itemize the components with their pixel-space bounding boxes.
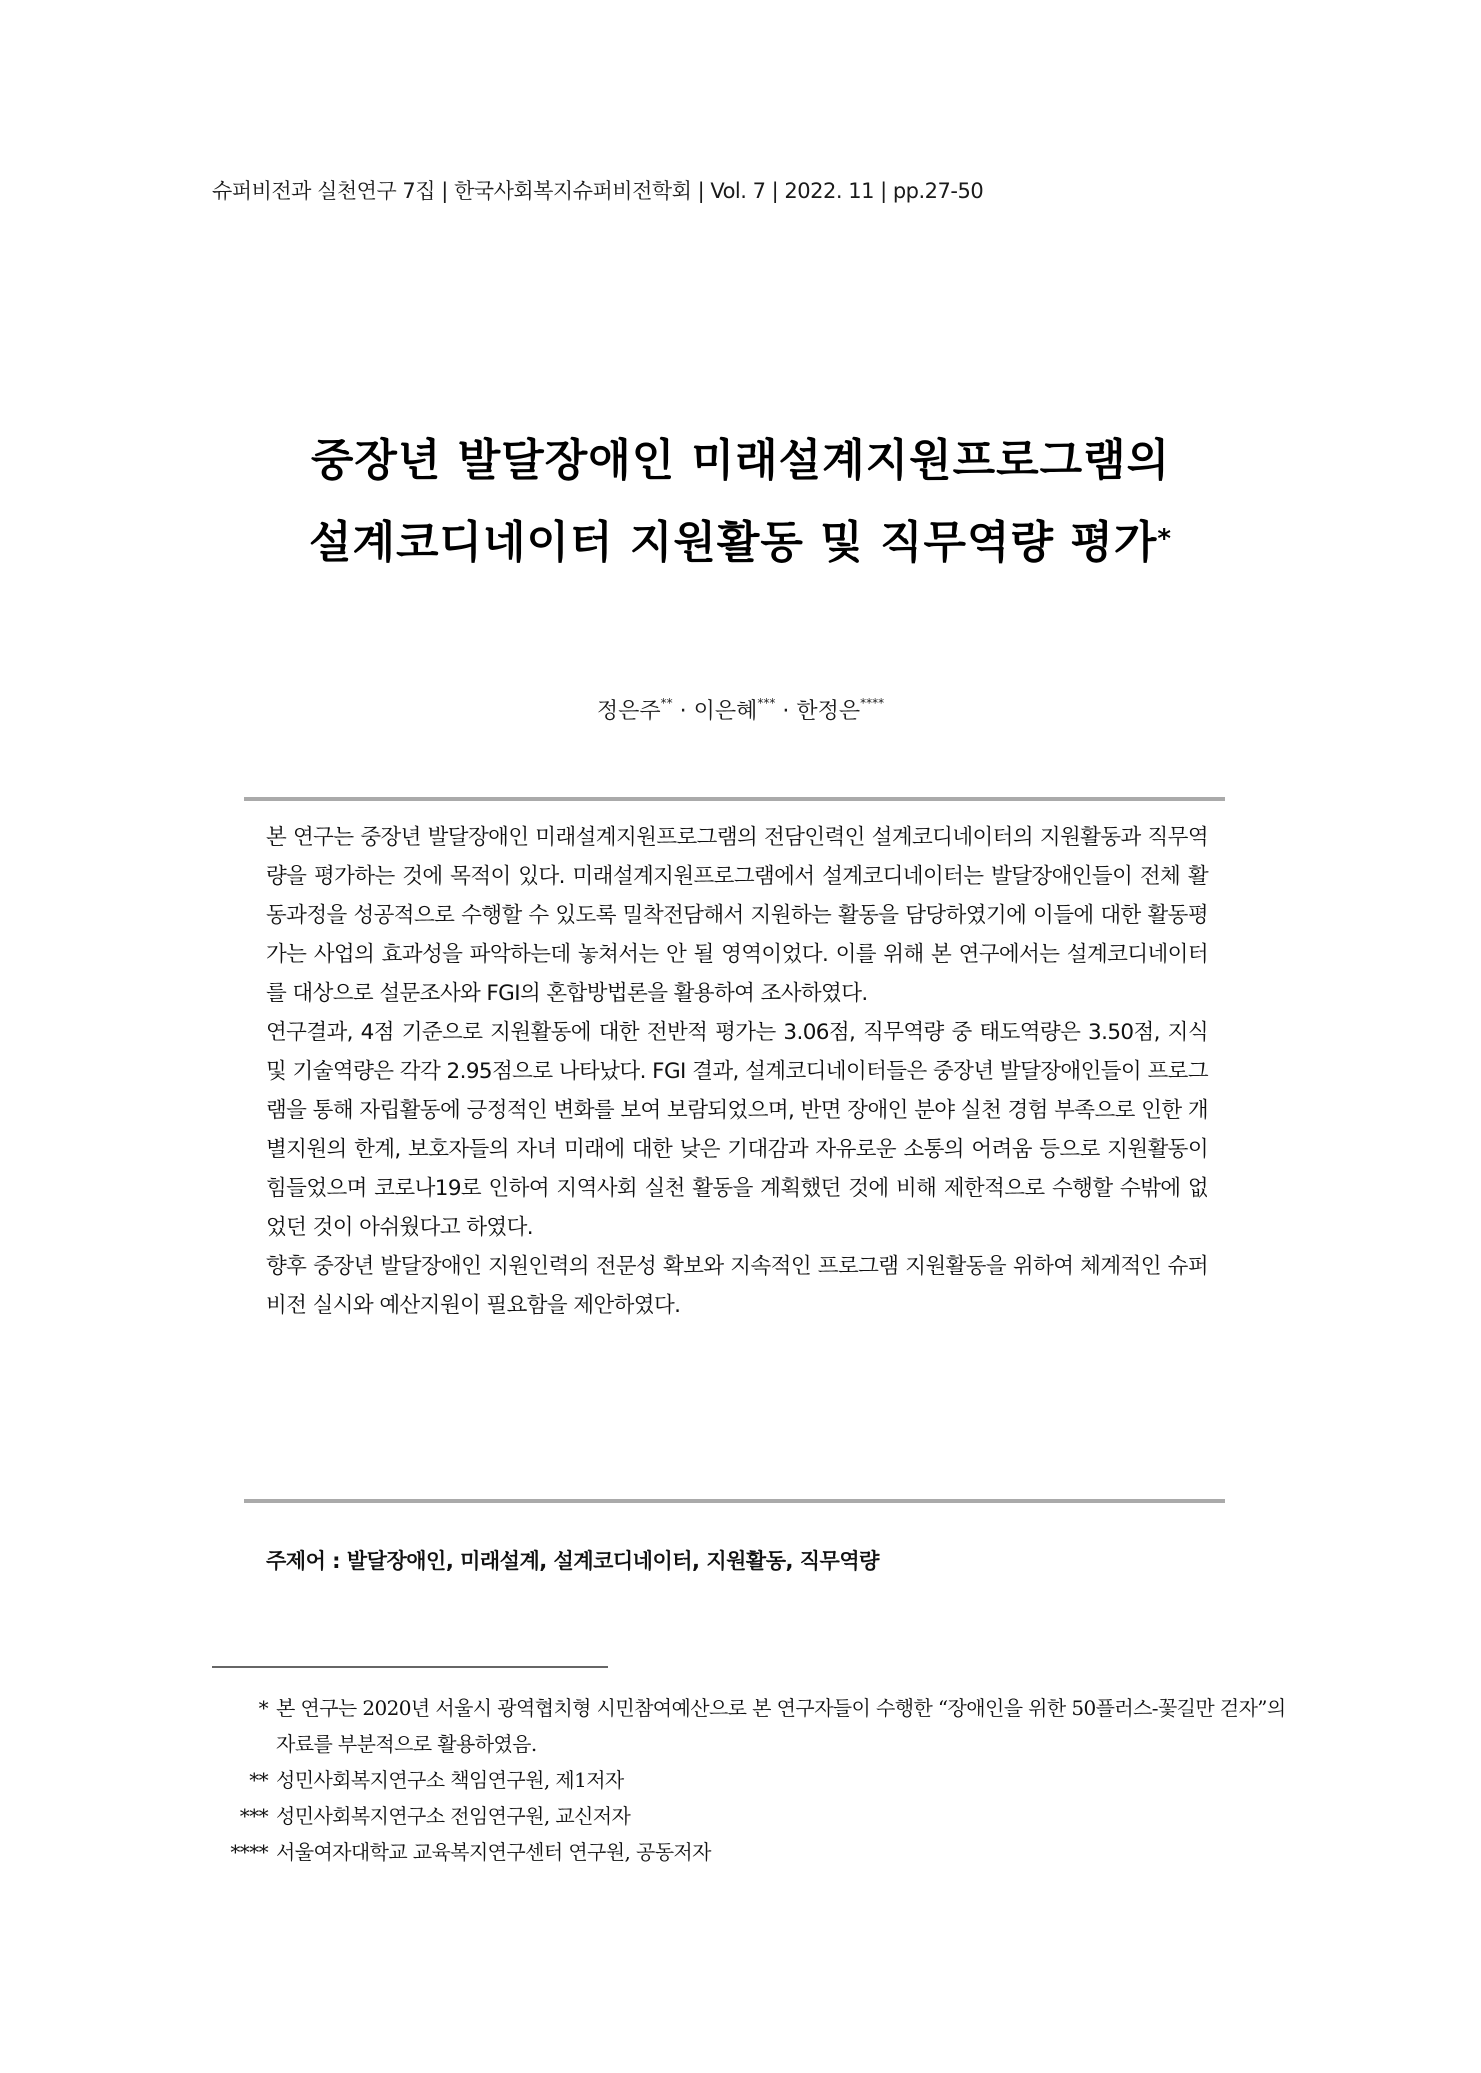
author-separator: · <box>775 699 797 724</box>
footnote-item <box>212 1834 1292 1870</box>
keywords <box>266 1545 879 1575</box>
abstract-paragraph: 연구결과, 4점 기준으로 지원활동에 대한 전반적 평가는 3.06점, 직무역량 중 태도역량은 3.50점, 지식 및 기술역량은 각각 2.95점으로 나타났다. FGI 결과, 설계코디네이터들은 중장년 발달장애인들이 프로그램을 통해 자립활동에 긍정적인 변화를 보여 보람되었으며, 반면 장애인 분야 실천 경험 부족으로 인한 개별지원의 한계, 보호자들의 자녀 미래에 대한 낮은 기대감과 자유로운 소통의 어려움 등으로 지원활동이 힘들었으며 코로나19로 인하여 지역사회 실천 활동을 계획했던 것에 비해 제한적으로 수행할 수밖에 없었던 것이 아쉬웠다고 하였다. <box>266 1020 1208 1240</box>
abstract-bottom-rule <box>244 1499 1225 1503</box>
paper-title <box>0 420 1481 584</box>
author-footnote-marker: *** <box>757 696 776 710</box>
author-name: 정은주 <box>596 699 661 724</box>
footnote-text: 서울여자대학교 교육복지연구센터 연구원, 공동저자 <box>276 1840 711 1864</box>
footnote-item <box>212 1690 1292 1762</box>
abstract-top-rule <box>244 797 1225 801</box>
keywords-label: 주제어 : <box>266 1549 347 1573</box>
title-line-2 <box>0 502 1481 584</box>
author-separator: · <box>672 699 694 724</box>
abstract-paragraph: 본 연구는 중장년 발달장애인 미래설계지원프로그램의 전담인력인 설계코디네이터의 지원활동과 직무역량을 평가하는 것에 목적이 있다. 미래설계지원프로그램에서 설계코디네이터는 발달장애인들이 전체 활동과정을 성공적으로 수행할 수 있도록 밀착전담해서 지원하는 활동을 담당하였기에 이들에 대한 활동평가는 사업의 효과성을 파악하는데 놓쳐서는 안 될 영역이었다. 이를 위해 본 연구에서는 설계코디네이터를 대상으로 설문조사와 FGI의 혼합방법론을 활용하여 조사하였다. <box>266 825 1208 1006</box>
footnote-text: 본 연구는 2020년 서울시 광역협치형 시민참여예산으로 본 연구자들이 수행한 “장애인을 위한 50플러스-꽃길만 걷자”의 자료를 부분적으로 활용하였음. <box>276 1696 1286 1756</box>
footnote-marker: * <box>258 1696 268 1720</box>
title-line-2-text: 설계코디네이터 지원활동 및 직무역량 평가 <box>309 517 1158 568</box>
footnote-text: 성민사회복지연구소 책임연구원, 제1저자 <box>276 1768 624 1792</box>
author-list <box>0 694 1481 725</box>
journal-citation-header: 슈퍼비전과 실천연구 7집 | 한국사회복지슈퍼비전학회 | Vol. 7 | 2022. 11 | pp.27-50 <box>212 179 984 203</box>
footnote-marker: **** <box>230 1840 268 1864</box>
footnote-marker: ** <box>249 1768 268 1792</box>
footnote-item <box>212 1762 1292 1798</box>
footnotes <box>212 1690 1292 1870</box>
footnote-item <box>212 1798 1292 1834</box>
author-name: 이은혜 <box>693 699 758 724</box>
keywords-text: 발달장애인, 미래설계, 설계코디네이터, 지원활동, 직무역량 <box>346 1549 879 1573</box>
footnote-separator <box>212 1666 608 1668</box>
footnote-text: 성민사회복지연구소 전임연구원, 교신저자 <box>276 1804 631 1828</box>
author-footnote-marker: ** <box>660 696 673 710</box>
title-footnote-marker: * <box>1157 524 1172 554</box>
footnote-marker: *** <box>239 1804 268 1828</box>
abstract-paragraph: 향후 중장년 발달장애인 지원인력의 전문성 확보와 지속적인 프로그램 지원활동을 위하여 체계적인 슈퍼비전 실시와 예산지원이 필요함을 제안하였다. <box>266 1254 1208 1318</box>
title-line-1: 중장년 발달장애인 미래설계지원프로그램의 <box>310 435 1171 486</box>
abstract <box>266 818 1208 1325</box>
author-footnote-marker: **** <box>860 696 885 710</box>
author-name: 한정은 <box>796 699 861 724</box>
